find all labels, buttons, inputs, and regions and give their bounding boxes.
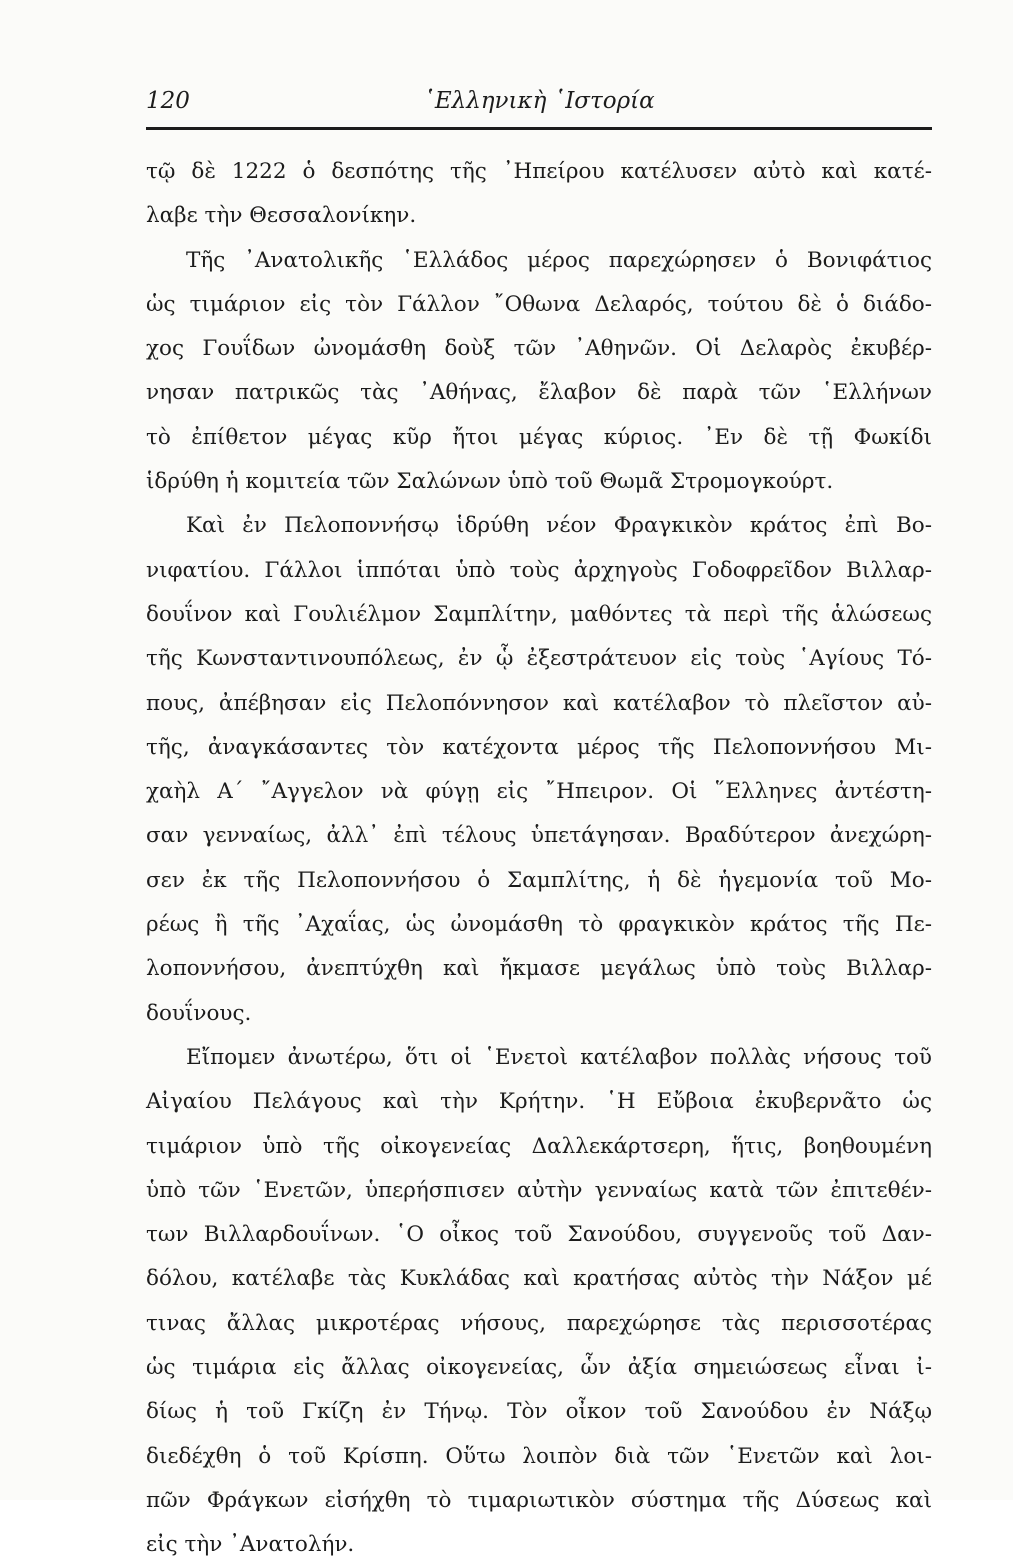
text-line: ἱδρύθη ἡ κομιτεία τῶν Σαλώνων ὑπὸ τοῦ Θωμᾶ Στρομογκούρτ. (146, 469, 834, 495)
text-line: σεν ἐκ τῆς Πελοποννήσου ὁ Σαμπλίτης, ἡ δὲ ἡγεμονία τοῦ Μο- (146, 867, 932, 893)
text-line: πους, ἀπέβησαν εἰς Πελοπόννησον καὶ κατέλαβον τὸ πλεῖστον αὐ- (146, 690, 932, 716)
text-line: ὡς τιμάριον εἰς τὸν Γάλλον ῎Οθωνα Δελαρός, τούτου δὲ ὁ διάδο- (146, 291, 932, 317)
text-line: δουΐνους. (146, 1000, 252, 1026)
text-line: ρέως ἢ τῆς ᾿Αχαΐας, ὡς ὠνομάσθη τὸ φραγκικὸν κράτος τῆς Πε- (146, 912, 932, 938)
text-line: σαν γενναίως, ἀλλ᾿ ἐπὶ τέλους ὑπετάγησαν. Βραδύτερον ἀνεχώρη- (146, 823, 932, 849)
page-number: 120 (146, 88, 190, 114)
text-line: δίως ἡ τοῦ Γκίζη ἐν Τήνῳ. Τὸν οἶκον τοῦ Σανούδου ἐν Νάξῳ (146, 1399, 932, 1425)
text-line: Αἰγαίου Πελάγους καὶ τὴν Κρήτην. ῾Η Εὔβοια ἐκυβερνᾶτο ὡς (146, 1089, 932, 1115)
body-text (146, 150, 932, 1568)
text-line: Καὶ ἐν Πελοποννήσῳ ἱδρύθη νέον Φραγκικὸν κράτος ἐπὶ Βο- (186, 513, 932, 539)
text-line: δουΐνον καὶ Γουλιέλμον Σαμπλίτην, μαθόντες τὰ περὶ τῆς ἁλώσεως (146, 601, 932, 627)
text-line: χαὴλ Α΄ ῎Αγγελον νὰ φύγῃ εἰς ῎Ηπειρον. Οἱ ῞Ελληνες ἀντέστη- (146, 779, 932, 805)
text-line: τιμάριον ὑπὸ τῆς οἰκογενείας Δαλλεκάρτσερη, ἥτις, βοηθουμένη (146, 1133, 932, 1159)
text-line: δόλου, κατέλαβε τὰς Κυκλάδας καὶ κρατήσας αὐτὸς τὴν Νάξον μέ (146, 1266, 932, 1292)
text-line: τὸ ἐπίθετον μέγας κῦρ ἤτοι μέγας κύριος. ᾿Εν δὲ τῇ Φωκίδι (146, 424, 932, 450)
text-line: Εἴπομεν ἀνωτέρω, ὅτι οἱ ῾Ενετοὶ κατέλαβον πολλὰς νήσους τοῦ (186, 1044, 932, 1070)
text-line: Τῆς ᾿Ανατολικῆς ῾Ελλάδος μέρος παρεχώρησεν ὁ Βονιφάτιος (186, 247, 932, 273)
text-line: τῆς, ἀναγκάσαντες τὸν κατέχοντα μέρος τῆς Πελοποννήσου Μι- (146, 734, 932, 760)
page-header (146, 88, 932, 118)
text-line: τῷ δὲ 1222 ὁ δεσπότης τῆς ᾿Ηπείρου κατέλυσεν αὐτὸ καὶ κατέ- (146, 159, 932, 184)
text-line: ὡς τιμάρια εἰς ἄλλας οἰκογενείας, ὧν ἀξία σημειώσεως εἶναι ἰ- (146, 1355, 932, 1381)
text-line: τινας ἄλλας μικροτέρας νήσους, παρεχώρησε τὰς περισσοτέρας (146, 1310, 932, 1336)
running-title: ῾Ελληνικὴ ῾Ιστορία (423, 88, 655, 114)
text-line: λαβε τὴν Θεσσαλονίκην. (146, 203, 417, 229)
text-line: διεδέχθη ὁ τοῦ Κρίσπη. Οὕτω λοιπὸν διὰ τῶν ῾Ενετῶν καὶ λοι- (146, 1443, 932, 1469)
text-line: πῶν Φράγκων εἰσήχθη τὸ τιμαριωτικὸν σύστημα τῆς Δύσεως καὶ (146, 1487, 932, 1513)
text-line: των Βιλλαρδουΐνων. ῾Ο οἶκος τοῦ Σανούδου, συγγενοῦς τοῦ Δαν- (146, 1222, 932, 1248)
text-line: λοποννήσου, ἀνεπτύχθη καὶ ἤκμασε μεγάλως ὑπὸ τοὺς Βιλλαρ- (146, 956, 932, 982)
text-line: ὑπὸ τῶν ῾Ενετῶν, ὑπερήσπισεν αὐτὴν γενναίως κατὰ τῶν ἐπιτεθέν- (146, 1177, 932, 1203)
text-line: χος Γουΐδων ὠνομάσθη δοὺξ τῶν ᾿Αθηνῶν. Οἱ Δελαρὸς ἐκυβέρ- (146, 336, 932, 362)
text-line: νιφατίου. Γάλλοι ἱππόται ὑπὸ τοὺς ἀρχηγοὺς Γοδοφρεῖδον Βιλλαρ- (146, 557, 932, 583)
text-line: εἰς τὴν ᾿Ανατολήν. (146, 1532, 355, 1558)
text-line: τῆς Κωνσταντινουπόλεως, ἐν ᾧ ἐξεστράτευον εἰς τοὺς ῾Αγίους Τό- (146, 646, 932, 672)
text-line: νησαν πατρικῶς τὰς ᾿Αθήνας, ἔλαβον δὲ παρὰ τῶν ῾Ελλήνων (146, 380, 932, 406)
header-rule (146, 127, 932, 130)
